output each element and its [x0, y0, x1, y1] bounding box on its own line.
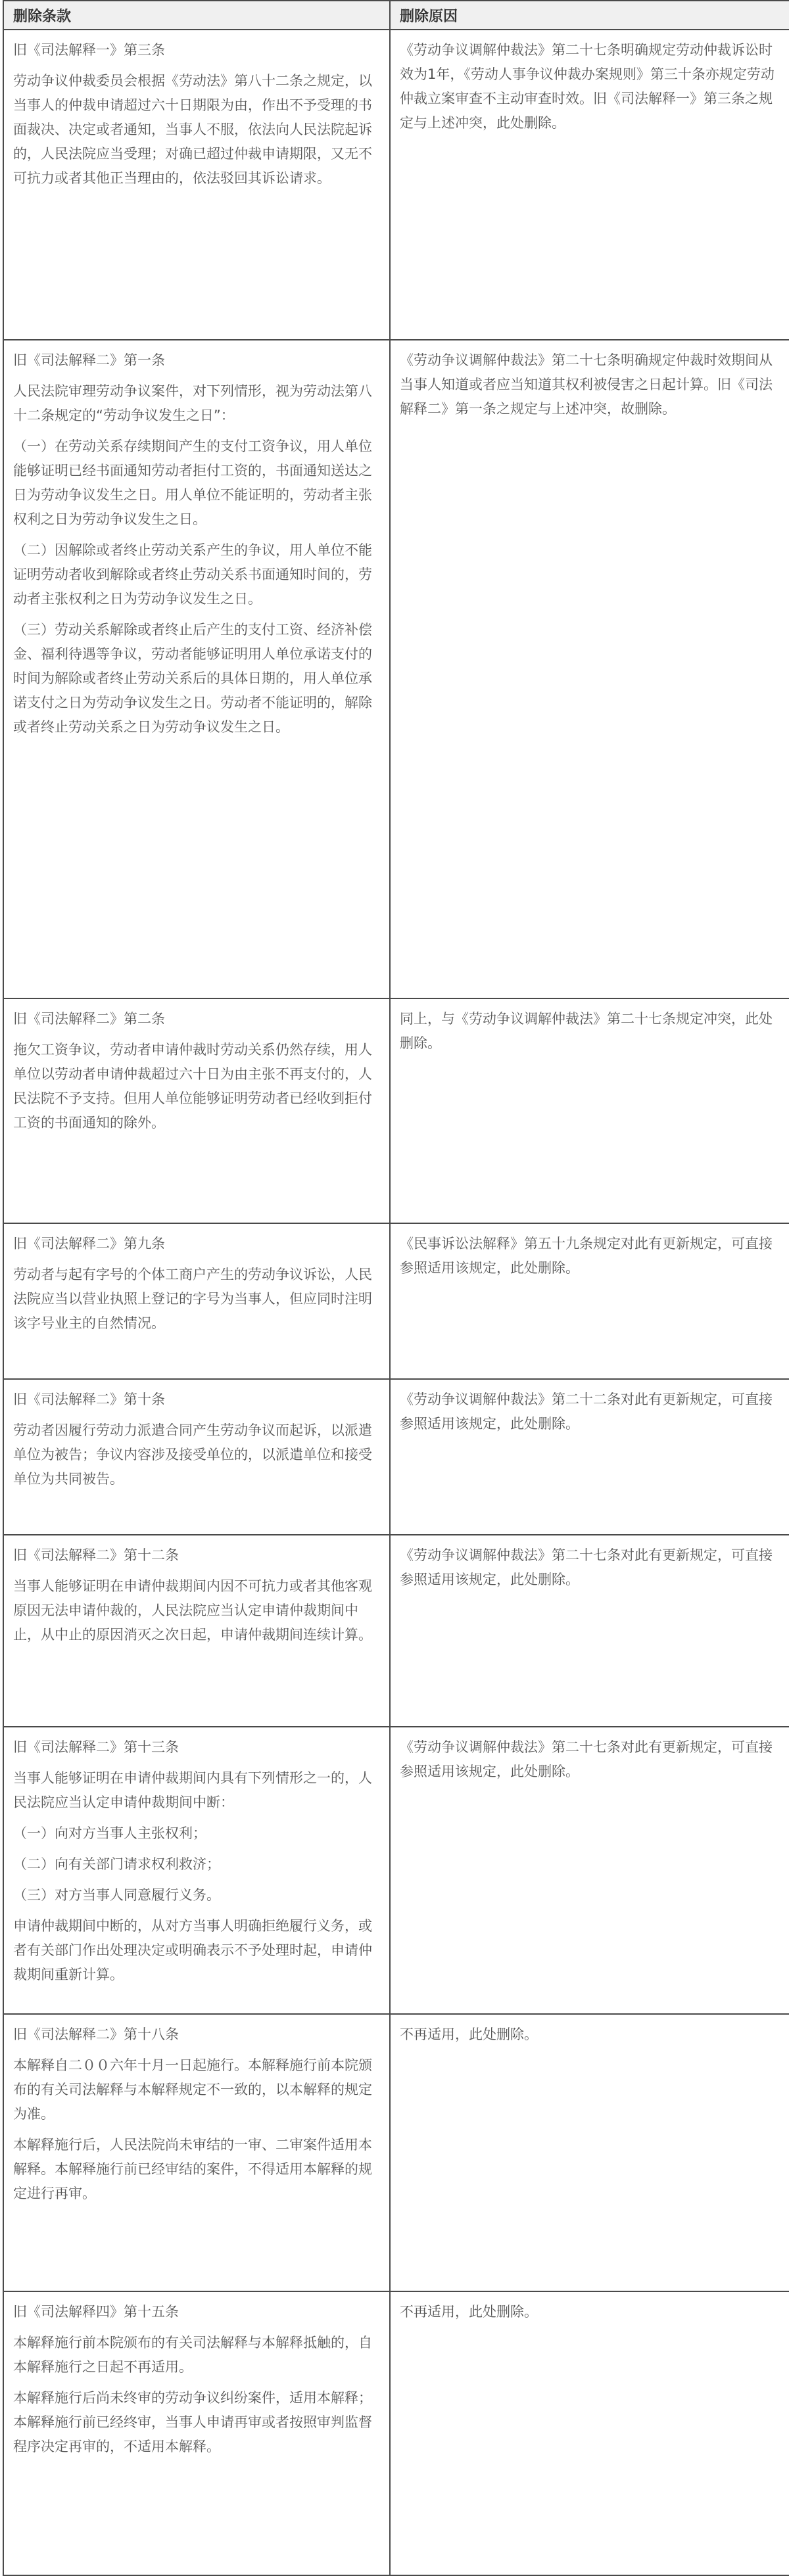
reason-text: 《劳动争议调解仲裁法》第二十二条对此有更新规定，可直接参照适用该规定，此处删除。 [400, 1392, 773, 1432]
clause-paragraph: 本解释施行前本院颁布的有关司法解释与本解释抵触的，自本解释施行之日起不再适用。 [13, 2335, 372, 2375]
header-reason: 删除原因 [390, 1, 789, 30]
reason-text: 《民事诉讼法解释》第五十九条规定对此有更新规定，可直接参照适用该规定，此处删除。 [400, 1236, 773, 1276]
clause-paragraph: 劳动者与起有字号的个体工商户产生的劳动争议诉讼，人民法院应当以营业执照上登记的字号为当事人，但应同时注明该字号业主的自然情况。 [13, 1267, 372, 1331]
clause-paragraph: 当事人能够证明在申请仲裁期间内因不可抗力或者其他客观原因无法申请仲裁的，人民法院应当认定申请仲裁期间中止，从中止的原因消灭之次日起，申请仲裁期间连续计算。 [13, 1578, 372, 1643]
clause-paragraph: 劳动者因履行劳动力派遣合同产生劳动争议而起诉，以派遣单位为被告；争议内容涉及接受单位的，以派遣单位和接受单位为共同被告。 [13, 1422, 372, 1487]
table-row [3, 998, 789, 1223]
clause-title: 旧《司法解释二》第十三条 [13, 1739, 179, 1755]
deletion-table [3, 0, 789, 2576]
clause-paragraph: （二）向有关部门请求权利救济； [13, 1856, 220, 1872]
reason-cell [390, 1535, 789, 1727]
reason-cell [390, 2291, 789, 2575]
clause-title: 旧《司法解释一》第三条 [13, 42, 165, 58]
clause-title: 旧《司法解释二》第十条 [13, 1392, 165, 1407]
table-row [3, 2014, 789, 2291]
reason-text: 《劳动争议调解仲裁法》第二十七条明确规定仲裁时效期间从当事人知道或者应当知道其权利被侵害之日起计算。旧《司法解释二》第一条之规定与上述冲突，故删除。 [400, 352, 773, 417]
clause-paragraph: 当事人能够证明在申请仲裁期间内具有下列情形之一的，人民法院应当认定申请仲裁期间中断： [13, 1770, 372, 1810]
reason-text: 同上，与《劳动争议调解仲裁法》第二十七条规定冲突，此处删除。 [400, 1011, 773, 1051]
table-row [3, 2291, 789, 2575]
table-header-row [3, 1, 789, 30]
clause-cell [3, 1379, 390, 1535]
reason-text: 不再适用，此处删除。 [400, 2304, 538, 2320]
table-row [3, 1379, 789, 1535]
clause-title: 旧《司法解释二》第九条 [13, 1236, 165, 1252]
clause-title: 旧《司法解释四》第十五条 [13, 2304, 179, 2320]
clause-cell [3, 1727, 390, 2014]
clause-cell [3, 2291, 390, 2575]
reason-cell [390, 1223, 789, 1379]
clause-paragraph: 人民法院审理劳动争议案件，对下列情形，视为劳动法第八十二条规定的“劳动争议发生之日”： [13, 383, 372, 423]
reason-cell [390, 1379, 789, 1535]
clause-cell [3, 340, 390, 998]
clause-paragraph: 劳动争议仲裁委员会根据《劳动法》第八十二条之规定，以当事人的仲裁申请超过六十日期限为由，作出不予受理的书面裁决、决定或者通知，当事人不服，依法向人民法院起诉的，人民法院应当受理；对确已超过仲裁申请期限，又无不可抗力或者其他正当理由的，依法驳回其诉讼请求。 [13, 73, 372, 186]
clause-title: 旧《司法解释二》第一条 [13, 352, 165, 368]
reason-cell [390, 2014, 789, 2291]
clause-cell [3, 2014, 390, 2291]
clause-cell [3, 1535, 390, 1727]
clause-title: 旧《司法解释二》第十二条 [13, 1547, 179, 1563]
reason-cell [390, 30, 789, 340]
clause-title: 旧《司法解释二》第二条 [13, 1011, 165, 1027]
clause-title: 旧《司法解释二》第十八条 [13, 2026, 179, 2042]
clause-cell [3, 1223, 390, 1379]
clause-paragraph: （三）对方当事人同意履行义务。 [13, 1887, 220, 1903]
reason-text: 《劳动争议调解仲裁法》第二十七条对此有更新规定，可直接参照适用该规定，此处删除。 [400, 1547, 773, 1587]
reason-cell [390, 998, 789, 1223]
table-row [3, 1535, 789, 1727]
clause-paragraph: （一）向对方当事人主张权利； [13, 1825, 206, 1841]
table-row [3, 1727, 789, 2014]
clause-cell [3, 998, 390, 1223]
clause-paragraph: 本解释施行后，人民法院尚未审结的一审、二审案件适用本解释。本解释施行前已经审结的案件，不得适用本解释的规定进行再审。 [13, 2137, 372, 2201]
table-row [3, 1223, 789, 1379]
clause-cell [3, 30, 390, 340]
reason-text: 不再适用，此处删除。 [400, 2026, 538, 2042]
table-row [3, 30, 789, 340]
clause-paragraph: （三）劳动关系解除或者终止后产生的支付工资、经济补偿金、福利待遇等争议，劳动者能够证明用人单位承诺支付的时间为解除或者终止劳动关系后的具体日期的，用人单位承诺支付之日为劳动争议发生之日。劳动者不能证明的，解除或者终止劳动关系之日为劳动争议发生之日。 [13, 622, 372, 735]
clause-paragraph: （二）因解除或者终止劳动关系产生的争议，用人单位不能证明劳动者收到解除或者终止劳动关系书面通知时间的，劳动者主张权利之日为劳动争议发生之日。 [13, 542, 372, 607]
clause-paragraph: 本解释施行后尚未终审的劳动争议纠纷案件，适用本解释；本解释施行前已经终审，当事人申请再审或者按照审判监督程序决定再审的，不适用本解释。 [13, 2390, 372, 2454]
header-clause: 删除条款 [3, 1, 390, 30]
clause-paragraph: （一）在劳动关系存续期间产生的支付工资争议，用人单位能够证明已经书面通知劳动者拒付工资的，书面通知送达之日为劳动争议发生之日。用人单位不能证明的，劳动者主张权利之日为劳动争议发生之日。 [13, 438, 372, 527]
reason-cell [390, 1727, 789, 2014]
reason-cell [390, 340, 789, 998]
reason-text: 《劳动争议调解仲裁法》第二十七条明确规定劳动仲裁诉讼时效为1年，《劳动人事争议仲裁办案规则》第三十条亦规定劳动仲裁立案审查不主动审查时效。旧《司法解释一》第三条之规定与上述冲突，此处删除。 [400, 42, 775, 131]
reason-text: 《劳动争议调解仲裁法》第二十七条对此有更新规定，可直接参照适用该规定，此处删除。 [400, 1739, 773, 1779]
clause-paragraph: 本解释自二００六年十月一日起施行。本解释施行前本院颁布的有关司法解释与本解释规定不一致的，以本解释的规定为准。 [13, 2057, 372, 2122]
table-row [3, 340, 789, 998]
clause-paragraph: 拖欠工资争议，劳动者申请仲裁时劳动关系仍然存续，用人单位以劳动者申请仲裁超过六十日为由主张不再支付的，人民法院不予支持。但用人单位能够证明劳动者已经收到拒付工资的书面通知的除外。 [13, 1042, 372, 1131]
clause-paragraph: 申请仲裁期间中断的，从对方当事人明确拒绝履行义务，或者有关部门作出处理决定或明确表示不予处理时起，申请仲裁期间重新计算。 [13, 1918, 372, 1982]
